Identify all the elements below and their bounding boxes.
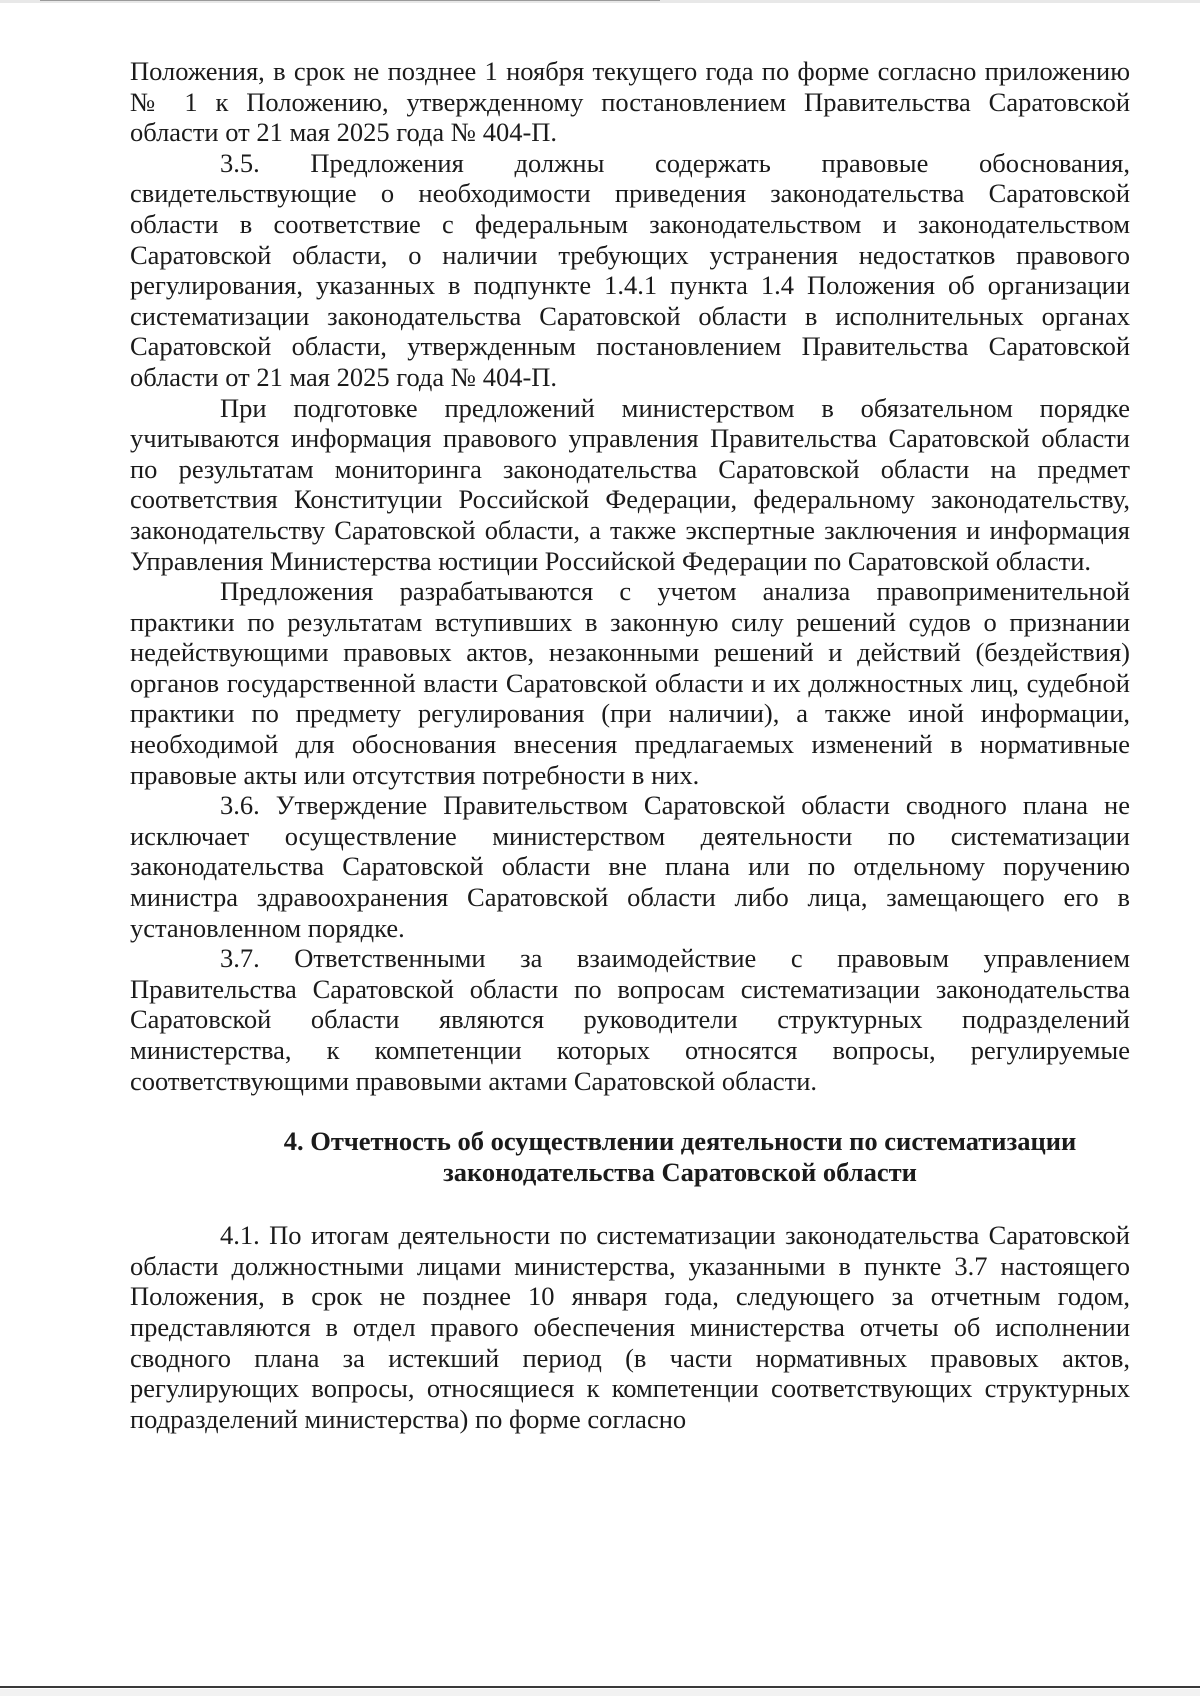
section-heading-4 [130, 1126, 1130, 1188]
paragraph-proposals-analysis: Предложения разрабатываются с учетом анализа правоприменительной практики по результатам вступивших в законную силу решений судов о признании недействующими правовых актов, незаконными решений и действий (бездействия) органов государственной власти Саратовской области и их должностных лиц, судебной практики по предмету регулирования (при наличии), а также иной информации, необходимой для обоснования внесения предлагаемых изменений в нормативные правовые акты или отсутствия потребности в них. [130, 576, 1130, 790]
scan-bottom-line [0, 1686, 1200, 1688]
document-page [130, 56, 1130, 1434]
paragraph-preparation: При подготовке предложений министерством в обязательном порядке учитываются информация правового управления Правительства Саратовской области по результатам мониторинга законодательства Саратовской области на предмет соответствия Конституции Российской Федерации, федеральному законодательству, законодательству Саратовской области, а также экспертные заключения и информация Управления Министерства юстиции Российской Федерации по Саратовской области. [130, 392, 1130, 576]
paragraph-3-5: 3.5. Предложения должны содержать правовые обоснования, свидетельствующие о необходимости приведения законодательства Саратовской области в соответствие с федеральным законодательством и законодательством Саратовской области, о наличии требующих устранения недостатков правового регулирования, указанных в подпункте 1.4.1 пункта 1.4 Положения об организации систематизации законодательства Саратовской области в исполнительных органах Саратовской области, утвержденным постановлением Правительства Саратовской области от 21 мая 2025 года № 404-П. [130, 147, 1130, 392]
section-heading-line-2: законодательства Саратовской области [443, 1157, 917, 1188]
paragraph-3-6: 3.6. Утверждение Правительством Саратовской области сводного плана не исключает осуществление министерством деятельности по систематизации законодательства Саратовской области вне плана или по отдельному поручению министра здравоохранения Саратовской области либо лица, замещающего его в установленном порядке. [130, 790, 1130, 943]
paragraph-continuation: Положения, в срок не позднее 1 ноября текущего года по форме согласно приложению № 1 к Положению, утвержденному постановлением Правительства Саратовской области от 21 мая 2025 года № 404-П. [130, 56, 1130, 148]
scan-top-line [40, 0, 660, 1]
paragraph-4-1: 4.1. По итогам деятельности по систематизации законодательства Саратовской области должностными лицами министерства, указанными в пункте 3.7 настоящего Положения, в срок не позднее 10 января года, следующего за отчетным годом, представляются в отдел правого обеспечения министерства отчеты об исполнении сводного плана за истекший период (в части нормативных правовых актов, регулирующих вопросы, относящиеся к компетенции соответствующих структурных подразделений министерства) по форме согласно [130, 1220, 1130, 1434]
section-heading-line-1: 4. Отчетность об осуществлении деятельности по систематизации [283, 1126, 1077, 1157]
scan-bottom-edge [0, 1689, 1200, 1696]
paragraph-3-7: 3.7. Ответственными за взаимодействие с правовым управлением Правительства Саратовской области по вопросам систематизации законодательства Саратовской области являются руководители структурных подразделений министерства, к компетенции которых относятся вопросы, регулируемые соответствующими правовыми актами Саратовской области. [130, 943, 1130, 1096]
